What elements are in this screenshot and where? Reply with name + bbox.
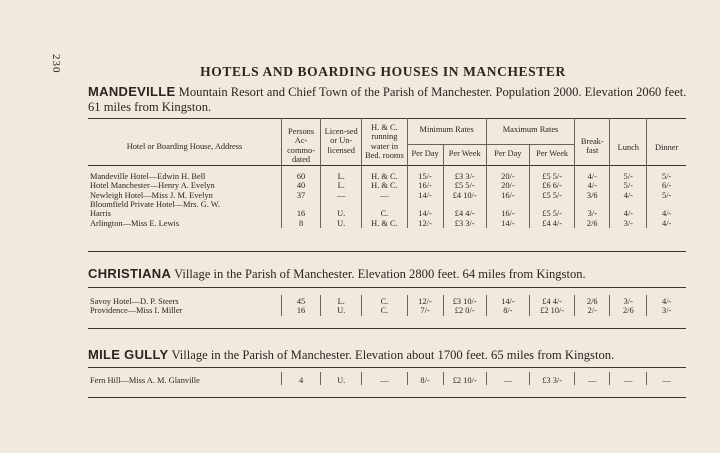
min-per-week-cell: £2 0/- (443, 306, 486, 315)
min-per-week-cell: £4 10/- (443, 191, 486, 200)
hotel-name-cell: Harris (90, 209, 111, 219)
christiana-rows (88, 295, 686, 316)
lunch-cell: 4/- (610, 209, 647, 218)
header-lunch: Lunch (610, 119, 647, 166)
header-licensed: Licen-sed or Un-licensed (321, 119, 362, 166)
table-row (88, 209, 686, 218)
header-min-per-day: Per Day (407, 145, 443, 165)
breakfast-cell: 3/- (575, 209, 610, 218)
max-per-week-cell: £5 5/- (530, 209, 575, 218)
max-per-day-cell: 16/- (486, 209, 529, 218)
persons-cell: 37 (282, 191, 321, 200)
hot-cold-cell: H. & C. (362, 219, 407, 228)
licensed-cell: L. (321, 165, 362, 181)
max-per-week-cell: £3 3/- (530, 372, 575, 385)
lunch-cell: — (610, 372, 647, 385)
table-row (88, 181, 686, 190)
max-per-week-cell: £4 4/- (530, 219, 575, 228)
min-per-day-cell: 7/- (407, 306, 443, 315)
breakfast-cell: 4/- (575, 165, 610, 181)
breakfast-cell: 2/- (575, 306, 610, 315)
persons-cell: 4 (282, 372, 321, 385)
min-per-week-cell: £2 10/- (443, 372, 486, 385)
rule (88, 367, 686, 368)
section-place: MANDEVILLE (88, 84, 176, 99)
min-per-week-cell: £4 4/- (443, 209, 486, 218)
page-number: 230 (50, 54, 62, 74)
max-per-day-cell: 20/- (486, 165, 529, 181)
mandeville-rows (88, 165, 686, 228)
dinner-cell: 4/- (647, 219, 686, 228)
max-per-day-cell: — (486, 372, 529, 385)
header-min-rates: Minimum Rates (407, 119, 486, 145)
breakfast-cell: 4/- (575, 181, 610, 190)
section-description: Mountain Resort and Chief Town of the Parish of Manchester. Population 2000. Elevation 2060 feet. 61 miles from Kingston. (88, 85, 687, 114)
hot-cold-cell: — (362, 372, 407, 385)
header-min-per-week: Per Week (443, 145, 486, 165)
max-per-week-cell: £2 10/- (530, 306, 575, 315)
dinner-cell: 3/- (647, 306, 686, 315)
max-per-week-cell: £6 6/- (530, 181, 575, 190)
hot-cold-cell (362, 200, 407, 209)
lunch-cell: 4/- (610, 191, 647, 200)
dinner-cell: 5/- (647, 191, 686, 200)
breakfast-cell: 2/6 (575, 295, 610, 306)
persons-cell: 40 (282, 181, 321, 190)
max-per-day-cell (486, 200, 529, 209)
section-place: MILE GULLY (88, 347, 169, 362)
min-per-day-cell: 16/- (407, 181, 443, 190)
max-per-week-cell: £5 5/- (530, 191, 575, 200)
lunch-cell: 2/6 (610, 306, 647, 315)
max-per-day-cell: 8/- (486, 306, 529, 315)
lunch-cell (610, 200, 647, 209)
licensed-cell: U. (321, 306, 362, 315)
min-per-week-cell: £3 3/- (443, 165, 486, 181)
max-per-day-cell: 14/- (486, 295, 529, 306)
licensed-cell: U. (321, 372, 362, 385)
min-per-day-cell: 15/- (407, 165, 443, 181)
breakfast-cell: 3/6 (575, 191, 610, 200)
persons-cell: 16 (282, 209, 321, 218)
table-row (88, 165, 686, 181)
lunch-cell: 3/- (610, 295, 647, 306)
licensed-cell: U. (321, 209, 362, 218)
persons-cell: 16 (282, 306, 321, 315)
licensed-cell: U. (321, 219, 362, 228)
max-per-day-cell: 14/- (486, 219, 529, 228)
hotel-name-cell: Fern Hill—Miss A. M. Glanville (90, 376, 200, 385)
max-per-day-cell: 16/- (486, 191, 529, 200)
persons-cell: 8 (282, 219, 321, 228)
min-per-week-cell: £5 5/- (443, 181, 486, 190)
licensed-cell: — (321, 191, 362, 200)
licensed-cell: L. (321, 181, 362, 190)
hotel-name-cell: Bloomfield Private Hotel—Mrs. G. W. (90, 200, 221, 210)
breakfast-cell: 2/6 (575, 219, 610, 228)
persons-cell: 60 (282, 165, 321, 181)
dinner-cell: 6/- (647, 181, 686, 190)
header-breakfast: Break-fast (575, 119, 610, 166)
min-per-week-cell: £3 10/- (443, 295, 486, 306)
table-row (88, 200, 686, 209)
min-per-week-cell: £3 3/- (443, 219, 486, 228)
header-max-rates: Maximum Rates (486, 119, 575, 145)
hotel-name-cell: Providence—Miss I. Miller (90, 306, 183, 316)
hotel-name-cell: Hotel Manchester—Henry A. Evelyn (90, 181, 215, 191)
section-header-mile-gully (88, 347, 688, 363)
header-hot-cold: H. & C. running water in Bed. rooms (362, 119, 407, 166)
header-hotel: Hotel or Boarding House, Address (126, 142, 243, 152)
min-per-week-cell (443, 200, 486, 209)
dinner-cell (647, 200, 686, 209)
section-header-christiana (88, 266, 688, 282)
hot-cold-cell: H. & C. (362, 181, 407, 190)
rule (88, 328, 686, 329)
table-row (88, 306, 686, 315)
header-max-per-day: Per Day (486, 145, 529, 165)
hotel-name-cell: Mandeville Hotel—Edwin H. Bell (90, 171, 206, 181)
mandeville-table (88, 118, 686, 228)
header-max-per-week: Per Week (530, 145, 575, 165)
licensed-cell (321, 200, 362, 209)
lunch-cell: 3/- (610, 219, 647, 228)
min-per-day-cell: 12/- (407, 219, 443, 228)
dinner-cell: 4/- (647, 209, 686, 218)
mile-gully-table (88, 372, 686, 385)
min-per-day-cell (407, 200, 443, 209)
min-per-day-cell: 12/- (407, 295, 443, 306)
header-persons: Persons Ac-commo-dated (282, 119, 321, 166)
hotel-name-cell: Newleigh Hotel—Miss J. M. Evelyn (90, 190, 213, 200)
max-per-week-cell (530, 200, 575, 209)
hot-cold-cell: — (362, 191, 407, 200)
persons-cell (282, 200, 321, 209)
max-per-day-cell: 20/- (486, 181, 529, 190)
breakfast-cell: — (575, 372, 610, 385)
table-row (88, 191, 686, 200)
section-header-mandeville (88, 84, 688, 115)
persons-cell: 45 (282, 295, 321, 306)
page-title: HOTELS AND BOARDING HOUSES IN MANCHESTER (200, 64, 566, 79)
christiana-table (88, 295, 686, 316)
section-description: Village in the Parish of Manchester. Elevation about 1700 feet. 65 miles from Kingston. (171, 348, 615, 362)
section-description: Village in the Parish of Manchester. Elevation 2800 feet. 64 miles from Kingston. (174, 267, 586, 281)
min-per-day-cell: 8/- (407, 372, 443, 385)
rule (88, 287, 686, 288)
hot-cold-cell: H. & C. (362, 165, 407, 181)
hot-cold-cell: C. (362, 295, 407, 306)
lunch-cell: 5/- (610, 181, 647, 190)
mile-gully-rows (88, 372, 686, 385)
licensed-cell: L. (321, 295, 362, 306)
table-row (88, 372, 686, 385)
hotel-name-cell: Arlington—Miss E. Lewis (90, 218, 180, 228)
table-row (88, 219, 686, 228)
table-row (88, 295, 686, 306)
max-per-week-cell: £5 5/- (530, 165, 575, 181)
min-per-day-cell: 14/- (407, 209, 443, 218)
rule (88, 397, 686, 398)
dinner-cell: 4/- (647, 295, 686, 306)
header-dinner: Dinner (647, 119, 686, 166)
lunch-cell: 5/- (610, 165, 647, 181)
hotel-name-cell: Savoy Hotel—D. P. Steers (90, 297, 179, 306)
hot-cold-cell: C. (362, 306, 407, 315)
section-place: CHRISTIANA (88, 266, 172, 281)
rule (88, 251, 686, 252)
dinner-cell: — (647, 372, 686, 385)
breakfast-cell (575, 200, 610, 209)
max-per-week-cell: £4 4/- (530, 295, 575, 306)
dinner-cell: 5/- (647, 165, 686, 181)
hot-cold-cell: C. (362, 209, 407, 218)
min-per-day-cell: 14/- (407, 191, 443, 200)
